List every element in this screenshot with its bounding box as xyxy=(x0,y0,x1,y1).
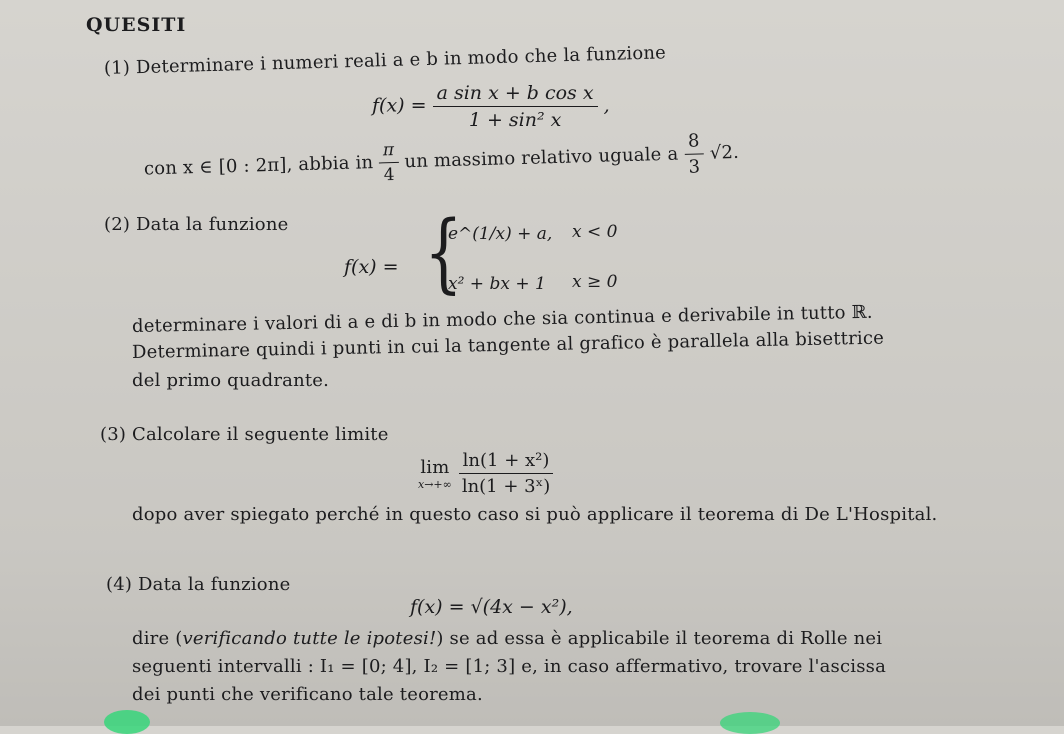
q1-four: 4 xyxy=(383,165,396,186)
q1-intro-line xyxy=(104,42,667,79)
q1-condition-line xyxy=(143,129,739,193)
q3-lim-block xyxy=(418,457,452,491)
q2-intro: Data la funzione xyxy=(136,214,289,235)
q3-number: (3) xyxy=(100,424,127,445)
q4-line1-b: ) se ad essa è applicabile il teorema di Rolle nei xyxy=(436,628,883,649)
q3-numerator: ln(1 + x²) xyxy=(459,450,554,474)
q1-sqrt-two: √2. xyxy=(709,141,740,164)
q3-intro: Calcolare il seguente limite xyxy=(132,424,389,445)
q3-limit xyxy=(418,450,554,497)
green-marker-blob xyxy=(104,710,150,734)
q2-line3: del primo quadrante. xyxy=(132,370,330,391)
q4-line1-a: dire ( xyxy=(132,628,183,649)
q1-three: 3 xyxy=(688,156,701,178)
q4-line1 xyxy=(132,628,882,649)
q4-number: (4) xyxy=(106,574,133,595)
q1-fraction xyxy=(433,82,598,131)
q1-numerator: a sin x + b cos x xyxy=(433,82,598,107)
q1-f-lhs: f(x) = xyxy=(372,94,427,117)
q3-intro-line xyxy=(100,424,389,445)
q1-number: (1) xyxy=(103,57,131,79)
q2-intro-line xyxy=(104,214,288,235)
q1-intro: Determinare i numeri reali a e b in modo che la funzione xyxy=(135,42,667,79)
q4-line3: dei punti che verificano tale teorema. xyxy=(132,684,483,705)
q4-formula: f(x) = √(4x − x²), xyxy=(410,596,573,618)
q1-comma: , xyxy=(603,94,610,117)
q2-case1-expr: e^(1/x) + a, xyxy=(448,224,553,244)
q1-eight-thirds xyxy=(684,130,705,178)
q3-after: dopo aver spiegato perché in questo caso si può applicare il teorema di De L'Hospital. xyxy=(132,504,938,525)
q4-line1-italic: verificando tutte le ipotesi! xyxy=(182,628,437,649)
q2-case1-cond: x < 0 xyxy=(572,222,618,242)
q2-case2-expr: x² + bx + 1 xyxy=(448,274,546,294)
q1-eight: 8 xyxy=(684,130,704,155)
green-marker-blob-right xyxy=(720,712,780,734)
q4-line2: seguenti intervalli : I₁ = [0; 4], I₂ = [1; 3] e, in caso affermativo, trovare l'ascissa xyxy=(132,656,887,677)
q1-cond-mid: un massimo relativo uguale a xyxy=(404,143,679,173)
q3-lim-sub: x→+∞ xyxy=(418,477,452,491)
section-title: QUESITI xyxy=(86,14,187,36)
q1-cond-prefix: con x ∈ [0 : 2π], abbia in xyxy=(143,152,374,180)
q2-brace: { xyxy=(424,203,463,303)
q3-fraction xyxy=(458,450,554,497)
q1-pi-over-four xyxy=(379,140,400,186)
q1-denominator: 1 + sin² x xyxy=(468,109,562,131)
q1-pi: π xyxy=(379,140,399,164)
q3-denominator: ln(1 + 3ˣ) xyxy=(461,476,551,497)
q2-f-lhs: f(x) = xyxy=(344,256,399,278)
q2-line1: determinare i valori di a e di b in modo che sia continua e derivabile in tutto ℝ. xyxy=(131,301,873,337)
q3-lim: lim xyxy=(420,456,450,478)
q4-intro-line xyxy=(106,574,290,595)
q2-case2-cond: x ≥ 0 xyxy=(572,272,618,292)
q1-formula xyxy=(372,82,610,131)
q2-number: (2) xyxy=(104,214,131,235)
q2-line2: Determinare quindi i punti in cui la tangente al grafico è parallela alla bisettrice xyxy=(131,327,885,363)
q4-intro: Data la funzione xyxy=(138,574,291,595)
